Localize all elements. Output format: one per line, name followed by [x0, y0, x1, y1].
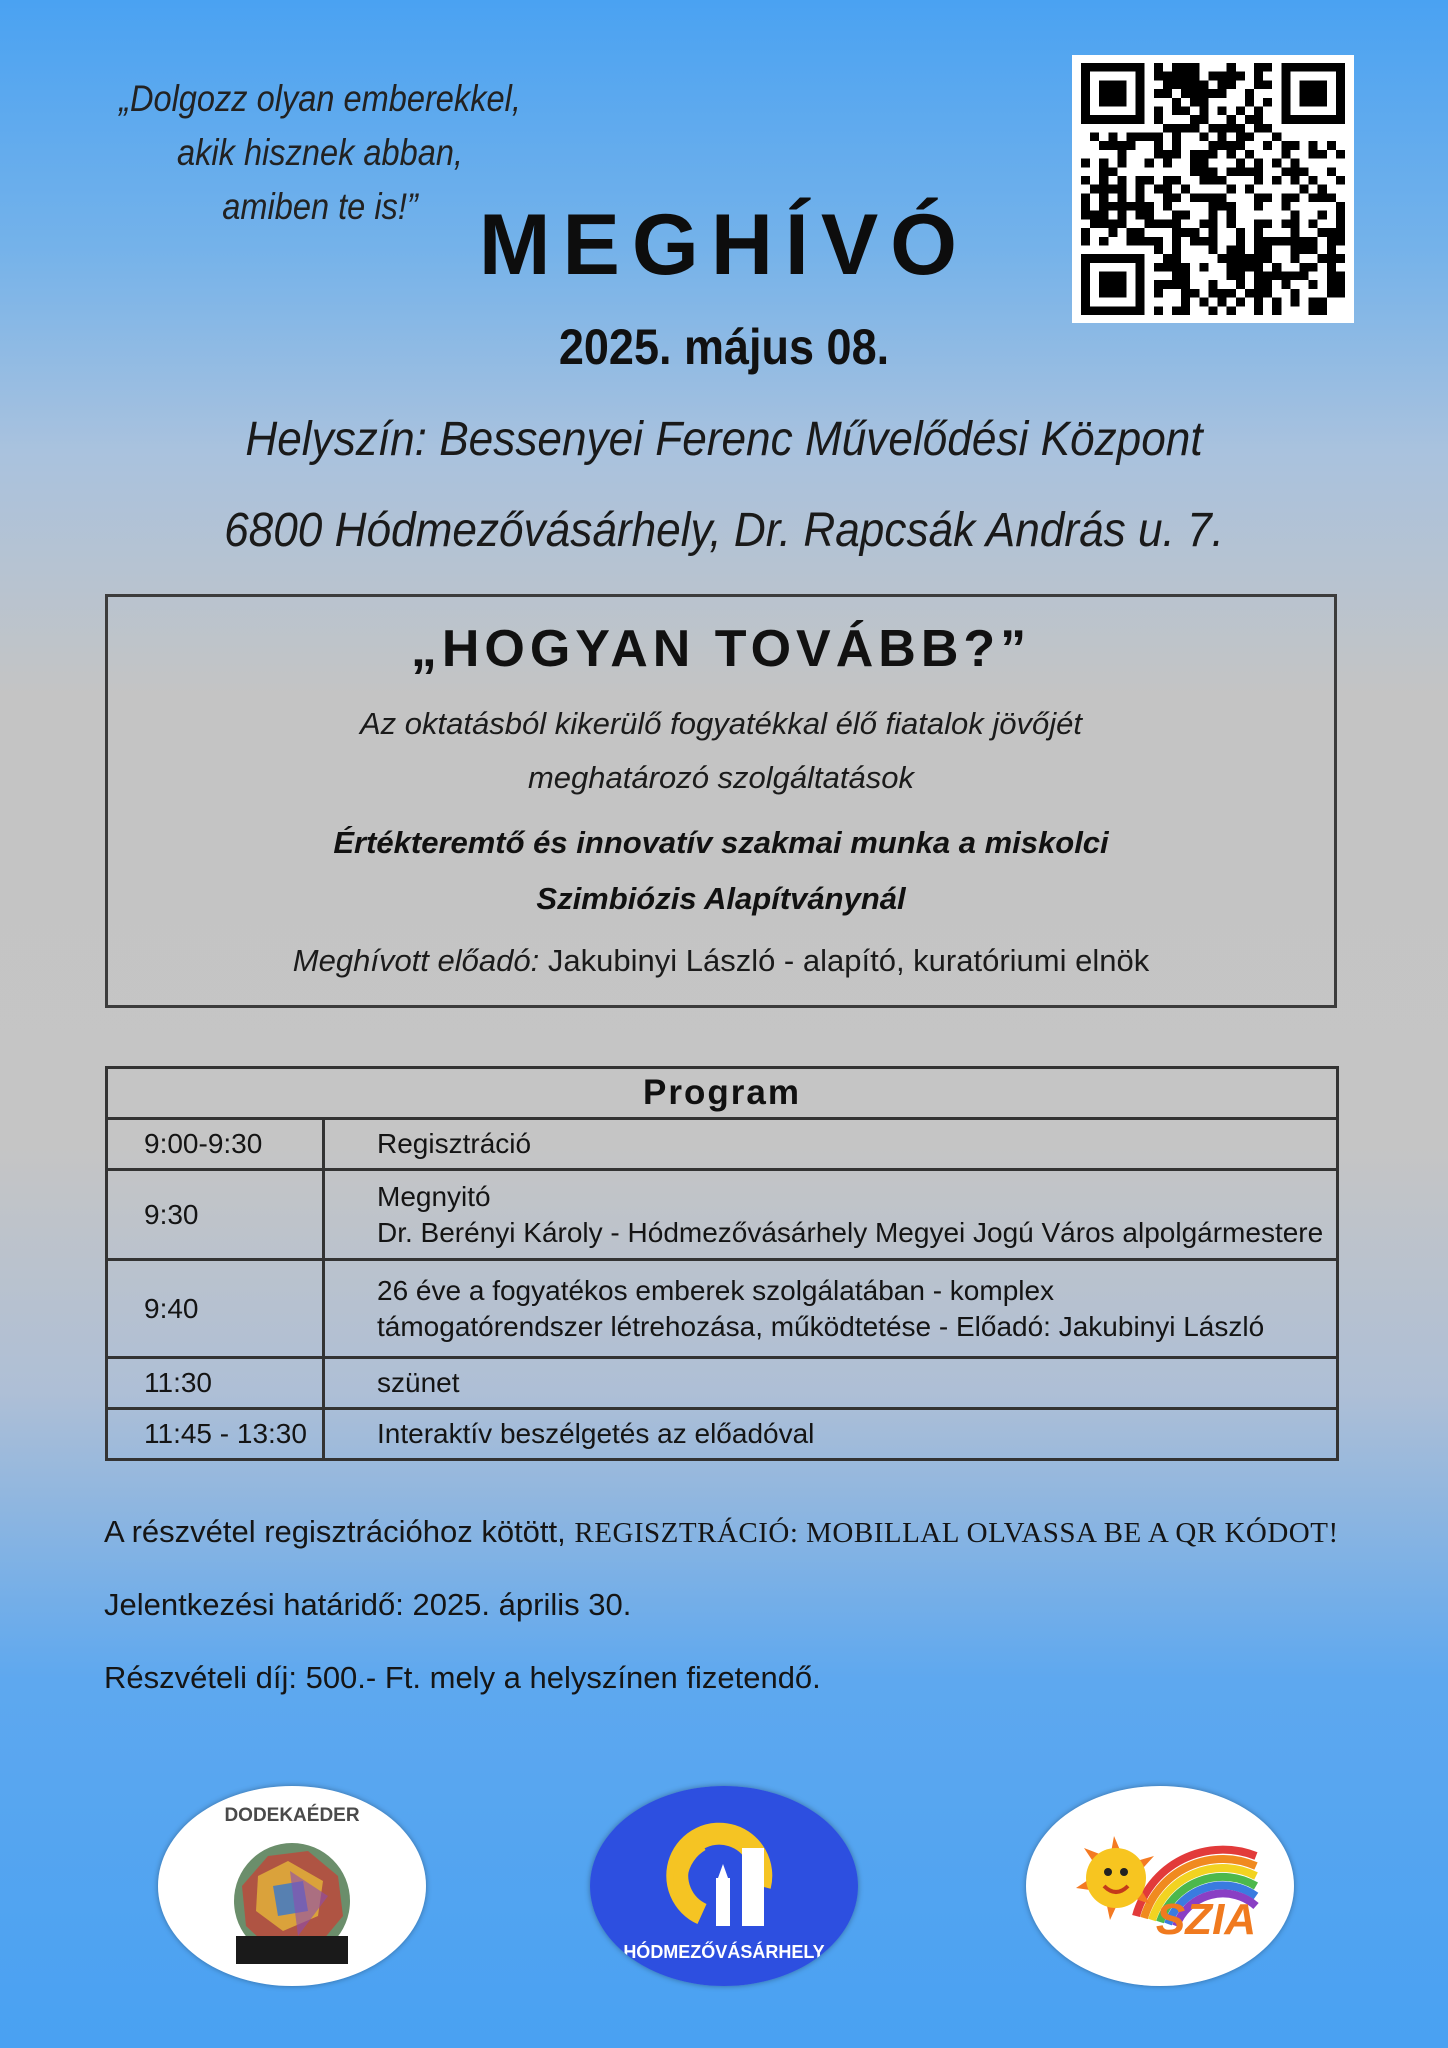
program-time: 11:45 - 13:30: [107, 1409, 324, 1460]
participation-fee: Részvételi díj: 500.- Ft. mely a helyszínen fizetendő.: [104, 1660, 821, 1695]
program-item: [324, 1409, 1338, 1460]
hodmezovasarhely-logo: [590, 1786, 858, 1986]
program-item-line: támogatórendszer létrehozása, működtetése - Előadó: Jakubinyi László: [377, 1310, 1265, 1342]
program-item-line: Interaktív beszélgetés az előadóval: [377, 1418, 815, 1449]
dodekaeder-logo: [158, 1786, 426, 1986]
event-venue: Helyszín: Bessenyei Ferenc Művelődési Központ: [245, 413, 1203, 466]
table-row: [107, 1170, 1338, 1260]
program-item-line: szünet: [377, 1367, 460, 1398]
program-time: 9:00-9:30: [107, 1119, 324, 1170]
topic-lecture-line-1: Értékteremtő és innovatív szakmai munka a miskolci: [333, 825, 1109, 860]
program-table: [105, 1066, 1339, 1461]
program-time: 9:40: [107, 1260, 324, 1358]
registration-deadline: Jelentkezési határidő: 2025. április 30.: [104, 1587, 632, 1622]
topic-lecture-title: [108, 815, 1334, 927]
table-row: [107, 1358, 1338, 1409]
program-item: [324, 1358, 1338, 1409]
registration-note: [104, 1514, 1339, 1550]
table-row: [107, 1409, 1338, 1460]
program-time: 11:30: [107, 1358, 324, 1409]
program-item: [324, 1119, 1338, 1170]
hodmezovasarhely-logo-text: HÓDMEZŐVÁSÁRHELY: [623, 1942, 825, 1962]
speaker-label: Meghívott előadó:: [292, 943, 540, 978]
program-item-line: Regisztráció: [377, 1128, 532, 1159]
szia-logo-text: SZIA: [1155, 1895, 1257, 1944]
program-time: 9:30: [107, 1170, 324, 1260]
szia-logo: [1026, 1786, 1294, 1986]
dodekaeder-logo-text: DODEKAÉDER: [224, 1805, 360, 1826]
page-title: MEGHÍVÓ: [478, 197, 970, 293]
program-item: [324, 1260, 1338, 1358]
topic-subtitle-text: Az oktatásból kikerülő fogyatékkal élő fiatalok jövőjét meghatározó szolgáltatások: [359, 706, 1082, 795]
motto-line-2: akik hisznek abban,: [177, 132, 463, 173]
table-row: [107, 1260, 1338, 1358]
speaker-name: Jakubinyi László - alapító, kuratóriumi elnök: [547, 943, 1150, 978]
motto-line-3: amiben te is!”: [222, 186, 418, 227]
topic-box: [105, 594, 1337, 1008]
registration-instruction: REGISZTRÁCIÓ: MOBILLAL OLVASSA BE A QR KÓDOT!: [574, 1517, 1339, 1549]
program-header: Program: [107, 1068, 1338, 1119]
event-address: 6800 Hódmezővásárhely, Dr. Rapcsák András u. 7.: [224, 504, 1224, 557]
program-item-line: 26 éve a fogyatékos emberek szolgálatában - komplex: [377, 1274, 1055, 1306]
topic-speaker: [108, 943, 1334, 979]
topic-title: „HOGYAN TOVÁBB?”: [410, 620, 1032, 678]
program-item: [324, 1170, 1338, 1260]
topic-lecture-line-2: Szimbiózis Alapítványnál: [536, 881, 906, 916]
program-item-line: Megnyitó: [377, 1180, 491, 1212]
program-item-line: Dr. Berényi Károly - Hódmezővásárhely Megyei Jogú Város alpolgármestere: [377, 1216, 1324, 1248]
topic-subtitle: [108, 697, 1334, 805]
event-date: 2025. május 08.: [558, 319, 890, 375]
table-row: [107, 1119, 1338, 1170]
registration-text: A részvétel regisztrációhoz kötött,: [104, 1514, 566, 1549]
motto-line-1: „Dolgozz olyan emberekkel,: [119, 78, 521, 119]
